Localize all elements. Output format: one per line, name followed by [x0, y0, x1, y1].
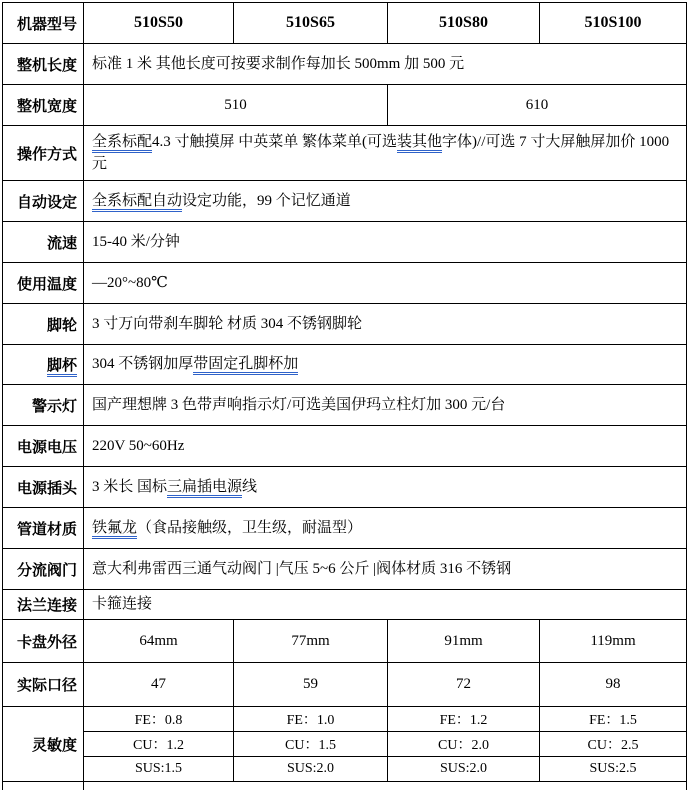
value-text: 610 [525, 96, 549, 113]
flange-value [84, 590, 687, 620]
value-text: 510 [224, 96, 247, 113]
row-footcup [3, 345, 687, 385]
value-text: FE：1.0 [286, 713, 335, 728]
length-value [84, 44, 687, 85]
sens-sus-3 [388, 757, 540, 782]
label-length [3, 44, 84, 85]
row-width [3, 85, 687, 126]
row-flow [3, 222, 687, 263]
model-value-4 [540, 3, 687, 44]
value-text: —20°~80℃ [92, 274, 168, 291]
underlined-text: 三扁插电源 [167, 479, 242, 498]
label-text: 分流阀门 [16, 562, 77, 579]
value-text: 98 [605, 676, 621, 692]
row-caster [3, 304, 687, 345]
row-valve [3, 549, 687, 590]
label-flange [3, 590, 84, 620]
value-text: 64mm [139, 632, 178, 649]
auto-set-value [84, 181, 687, 222]
sens-cu-3 [388, 732, 540, 757]
row-sensitivity-fe [3, 707, 687, 732]
plug-value [84, 467, 687, 508]
sens-fe-4 [540, 707, 687, 732]
label-sensitivity [3, 707, 84, 782]
label-pipe [3, 508, 84, 549]
value-text: 77mm [291, 632, 330, 649]
width-value-right [388, 85, 687, 126]
value-text: 字体)//可选 7 寸大屏触屏加价 1000 元 [92, 133, 670, 172]
value-text: FE：0.8 [134, 713, 183, 728]
temp-value [84, 263, 687, 304]
operation-value [84, 126, 687, 181]
footcup-value [84, 345, 687, 385]
row-operation [3, 126, 687, 181]
sens-sus-2 [234, 757, 388, 782]
value-text: 3 米长 国标 [92, 478, 168, 495]
label-text: 电源插头 [16, 480, 77, 497]
sens-cu-4 [540, 732, 687, 757]
value-text: 72 [456, 676, 471, 692]
label-text: 自动设定 [16, 194, 77, 211]
label-text: 整机宽度 [16, 98, 77, 115]
row-flange [3, 590, 687, 620]
value-text: 91mm [444, 632, 483, 649]
value-text: SUS:2.5 [589, 761, 637, 776]
label-text: 灵敏度 [31, 737, 77, 754]
label-auto-set [3, 181, 84, 222]
partial-value-cell [84, 782, 687, 790]
value-text: SUS:2.0 [439, 761, 488, 776]
label-text: 卡盘外径 [16, 634, 77, 651]
label-text: 操作方式 [16, 146, 77, 163]
model-value-2 [234, 3, 388, 44]
label-text: 使用温度 [16, 276, 77, 293]
underlined-text: 全系标配 [92, 134, 152, 153]
label-width [3, 85, 84, 126]
label-bore [3, 663, 84, 707]
row-sensitivity-sus [3, 757, 687, 782]
value-text: SUS:2.0 [286, 761, 335, 776]
model-text: 510S100 [584, 14, 642, 31]
model-text: 510S65 [286, 14, 335, 31]
value-text: 国产理想牌 3 色带声响指示灯/可选美国伊玛立柱灯加 300 元/台 [92, 396, 506, 413]
row-auto-set [3, 181, 687, 222]
value-text: 设定功能，99 个记忆通道 [182, 192, 351, 209]
caster-value [84, 304, 687, 345]
row-sensitivity-cu [3, 732, 687, 757]
chuck-od-value-4 [540, 620, 687, 663]
model-value-3 [388, 3, 540, 44]
model-value-1 [84, 3, 234, 44]
label-caster [3, 304, 84, 345]
row-plug [3, 467, 687, 508]
underlined-text: 全系标配自动 [92, 193, 182, 212]
value-text: 4.3 寸触摸屏 中英菜单 繁体菜单(可选 [152, 133, 398, 150]
value-text: 卡箍连接 [92, 596, 153, 613]
row-pipe [3, 508, 687, 549]
flow-value [84, 222, 687, 263]
label-text: 警示灯 [31, 398, 77, 415]
label-text: 脚轮 [46, 317, 77, 334]
underlined-text: 装其他 [397, 134, 442, 153]
value-text: 119mm [590, 632, 636, 649]
value-text: SUS:1.5 [134, 761, 183, 776]
value-text: （食品接触级，卫生级，耐温型） [137, 519, 363, 536]
label-text: 机器型号 [16, 16, 77, 33]
label-chuck-od [3, 620, 84, 663]
voltage-value [84, 426, 687, 467]
label-temp [3, 263, 84, 304]
bore-value-2 [234, 663, 388, 707]
value-text: FE：1.5 [589, 713, 637, 728]
sens-fe-2 [234, 707, 388, 732]
value-text: FE：1.2 [439, 713, 488, 728]
label-text: 实际口径 [16, 678, 77, 694]
model-text: 510S80 [439, 14, 488, 31]
width-value-left [84, 85, 388, 126]
bore-value-4 [540, 663, 687, 707]
label-text: 电源电压 [16, 439, 77, 456]
value-text: CU：2.0 [438, 738, 489, 753]
warn-light-value [84, 385, 687, 426]
partial-label-cell [3, 782, 84, 790]
sens-sus-1 [84, 757, 234, 782]
value-text: CU：1.5 [285, 738, 336, 753]
label-valve [3, 549, 84, 590]
underlined-text: 带固定孔脚杯加 [193, 356, 298, 375]
value-text: 304 不锈钢加厚 [92, 356, 194, 373]
bore-value-3 [388, 663, 540, 707]
label-text: 整机长度 [16, 57, 77, 74]
value-text: 220V 50~60Hz [92, 437, 185, 454]
bore-value-1 [84, 663, 234, 707]
row-warn-light [3, 385, 687, 426]
label-warn-light [3, 385, 84, 426]
sens-cu-1 [84, 732, 234, 757]
value-text: 标准 1 米 其他长度可按要求制作每加长 500mm 加 500 元 [92, 55, 465, 72]
underlined-text: 铁氟龙 [92, 520, 137, 539]
row-partial-bottom [3, 782, 687, 790]
chuck-od-value-2 [234, 620, 388, 663]
value-text: 59 [303, 676, 318, 692]
label-text: 流速 [46, 235, 77, 252]
row-bore [3, 663, 687, 707]
label-plug [3, 467, 84, 508]
sens-sus-4 [540, 757, 687, 782]
value-text: 3 寸万向带刹车脚轮 材质 304 不锈钢脚轮 [92, 315, 363, 332]
valve-value [84, 549, 687, 590]
value-text: 15-40 米/分钟 [92, 233, 180, 250]
value-text: CU：2.5 [587, 738, 639, 753]
sens-cu-2 [234, 732, 388, 757]
sens-fe-3 [388, 707, 540, 732]
row-model [3, 3, 687, 44]
row-length [3, 44, 687, 85]
pipe-value [84, 508, 687, 549]
label-text: 法兰连接 [16, 598, 77, 614]
row-temp [3, 263, 687, 304]
label-flow [3, 222, 84, 263]
value-text: 47 [151, 676, 166, 692]
label-voltage [3, 426, 84, 467]
label-footcup [3, 345, 84, 385]
spec-table [2, 2, 687, 790]
chuck-od-value-1 [84, 620, 234, 663]
label-text-underlined: 脚杯 [47, 358, 77, 377]
value-text: CU：1.2 [133, 738, 184, 753]
value-text: 线 [242, 478, 258, 495]
row-voltage [3, 426, 687, 467]
model-text: 510S50 [134, 14, 183, 31]
label-operation [3, 126, 84, 181]
sens-fe-1 [84, 707, 234, 732]
label-text: 管道材质 [16, 521, 77, 538]
value-text: 意大利弗雷西三通气动阀门 |气压 5~6 公斤 |阀体材质 316 不锈钢 [92, 560, 512, 577]
row-chuck-od [3, 620, 687, 663]
label-model [3, 3, 84, 44]
chuck-od-value-3 [388, 620, 540, 663]
